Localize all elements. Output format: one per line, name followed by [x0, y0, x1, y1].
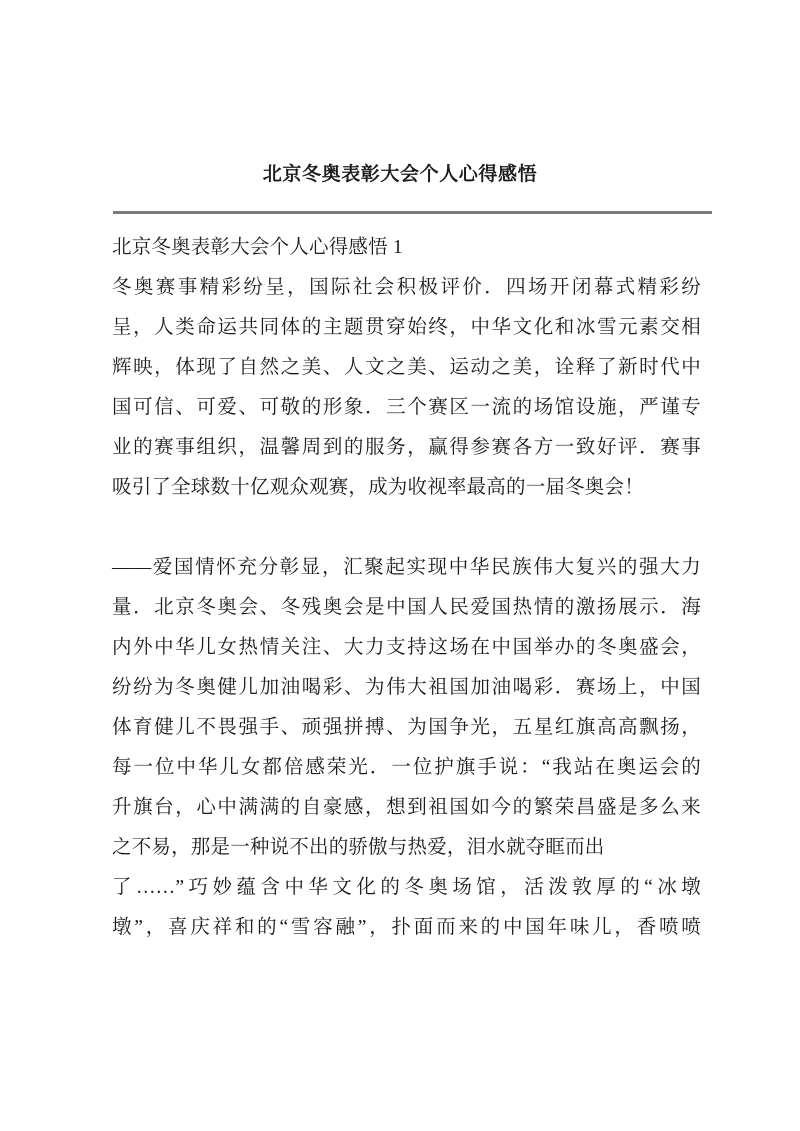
- paragraph-line: 每一位中华儿女都倍感荣光．一位护旗手说：“我站在奥运会的: [112, 757, 701, 778]
- title-divider: [113, 211, 712, 214]
- paragraph-line: 之不易，那是一种说不出的骄傲与热爱，泪水就夺眶而出: [112, 837, 605, 858]
- paragraph-line: 内外中华儿女热情关注、大力支持这场在中国举办的冬奥盛会，: [112, 637, 701, 658]
- paragraph-line: 量．北京冬奥会、冬残奥会是中国人民爱国热情的激扬展示．海: [112, 597, 701, 618]
- paragraph-line: 冬奥赛事精彩纷呈，国际社会积极评价．四场开闭幕式精彩纷: [112, 277, 701, 298]
- paragraph-line: ——爱国情怀充分彰显，汇聚起实现中华民族伟大复兴的强大力: [112, 557, 701, 578]
- section-heading-line: 北京冬奥表彰大会个人心得感悟 1: [112, 237, 403, 258]
- paragraph-line: 墩”，喜庆祥和的“雪容融”，扑面而来的中国年味儿，香喷喷: [112, 917, 701, 938]
- paragraph-line: 国可信、可爱、可敬的形象．三个赛区一流的场馆设施，严谨专: [112, 397, 701, 418]
- paragraph-line: 吸引了全球数十亿观众观赛，成为收视率最高的一届冬奥会！: [112, 477, 644, 498]
- paragraph-line: 纷纷为冬奥健儿加油喝彩、为伟大祖国加油喝彩．赛场上，中国: [112, 677, 701, 698]
- document-body: [112, 228, 701, 948]
- paragraph-line: 升旗台，心中满满的自豪感，想到祖国如今的繁荣昌盛是多么来: [112, 797, 701, 818]
- paragraph-line: 辉映，体现了自然之美、人文之美、运动之美，诠释了新时代中: [112, 357, 701, 378]
- page-title: 北京冬奥表彰大会个人心得感悟: [262, 164, 538, 185]
- paragraph-line: 了……”巧妙蕴含中华文化的冬奥场馆，活泼敦厚的“冰墩: [112, 877, 701, 898]
- paragraph-line: 业的赛事组织，温馨周到的服务，赢得参赛各方一致好评．赛事: [112, 437, 701, 458]
- paragraph-line: 体育健儿不畏强手、顽强拼搏、为国争光，五星红旗高高飘扬，: [112, 717, 701, 738]
- paragraph-line: 呈，人类命运共同体的主题贯穿始终，中华文化和冰雪元素交相: [112, 317, 701, 338]
- paragraph-spacer: [112, 508, 701, 548]
